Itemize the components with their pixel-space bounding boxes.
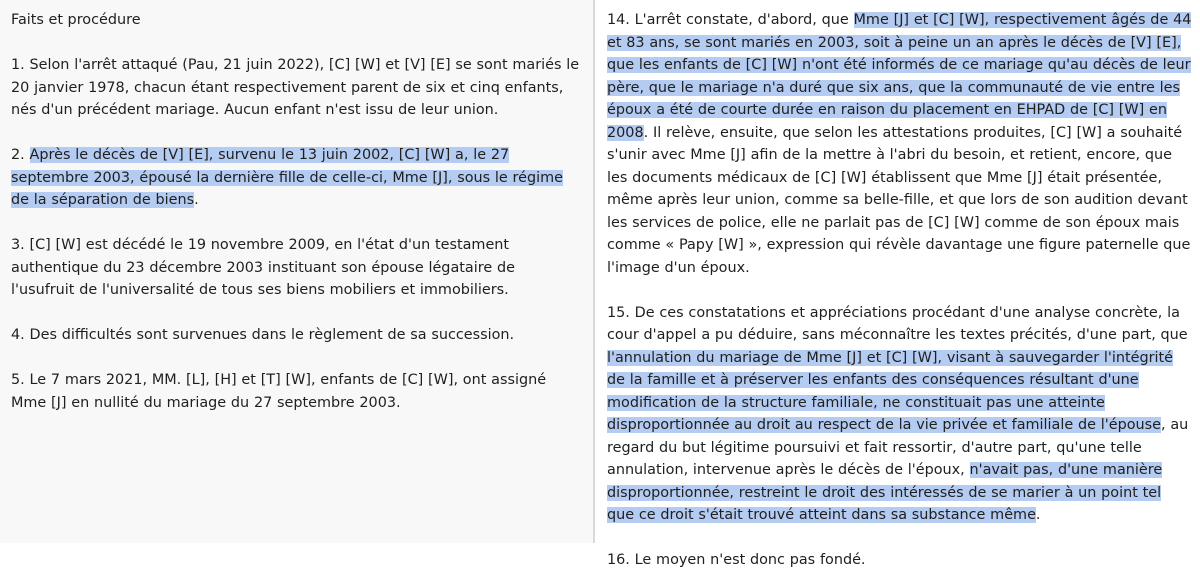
spacer	[11, 212, 583, 235]
paragraph-2	[11, 144, 583, 212]
paragraph-16: 16. Le moyen n'est donc pas fondé.	[607, 552, 866, 568]
paragraph-15-end: .	[1035, 507, 1041, 523]
highlighted-text[interactable]: Après le décès de [V] [E], survenu le 13 juin 2002, [C] [W] a, le 27 septembre 2003, épousé la dernière fille de celle-ci, Mme [J], sous le régime de la séparation de biens	[11, 147, 563, 208]
spacer	[607, 279, 1192, 302]
paragraph-2-end: .	[194, 192, 199, 208]
spacer	[11, 347, 583, 370]
paragraph-15	[607, 302, 1192, 527]
paragraph-15-start: 15. De ces constatations et appréciations procédant d'une analyse concrète, la cour d'appel a pu déduire, sans méconnaître les textes précités, d'une part, que	[607, 304, 1188, 343]
section-heading: Faits et procédure	[11, 12, 141, 28]
highlighted-text[interactable]: Mme [J] et [C] [W], respectivement âgés de 44 et 83 ans, se sont mariés en 2003, soit à peine un an après le décès de [V] [E], que les enfants de [C] [W] n'ont été informés de ce mariage qu'au décès de leur père, que le mariage n'a duré que six ans, que la communauté de vie entre les époux a été de courte durée en raison du placement en EHPAD de [C] [W] en 2008	[607, 12, 1192, 141]
paragraph-3: 3. [C] [W] est décédé le 19 novembre 2009, en l'état d'un testament authentique du 23 décembre 2003 instituant son épouse légataire de l'usufruit de l'universalité de tous ses biens mobiliers et immobiliers.	[11, 237, 515, 298]
right-column	[595, 0, 1200, 568]
highlighted-text[interactable]: n'avait pas, d'une manière disproportionnée, restreint le droit des intéressés de se marier à un point tel que ce droit s'était trouvé atteint dans sa substance même	[607, 462, 1163, 523]
paragraph-14-rest: . Il relève, ensuite, que selon les attestations produites, [C] [W] a souhaité s'unir avec Mme [J] afin de la mettre à l'abri du besoin, et retient, encore, que les documents médicaux de [C] [W] établissent que Mme [J] était présentée, même après leur union, comme sa belle-fille, et que lors de son audition devant les services de police, elle ne parlait pas de [C] [W] comme de son époux mais comme « Papy [W] », expression qui révèle davantage une figure paternelle que l'image d'un époux.	[607, 124, 1191, 276]
paragraph-4: 4. Des difficultés sont survenues dans le règlement de sa succession.	[11, 327, 515, 343]
spacer	[11, 302, 583, 325]
left-column	[0, 0, 593, 543]
paragraph-2-number: 2.	[11, 147, 30, 163]
paragraph-5: 5. Le 7 mars 2021, MM. [L], [H] et [T] [W], enfants de [C] [W], ont assigné Mme [J] en nullité du mariage du 27 septembre 2003.	[11, 372, 547, 411]
spacer	[607, 527, 1192, 550]
spacer	[11, 32, 583, 55]
spacer	[11, 122, 583, 145]
highlighted-text[interactable]: l'annulation du mariage de Mme [J] et [C] [W], visant à sauvegarder l'intégrité de la famille et à préserver les enfants des conséquences résultant d'une modification de la structure familiale, ne constituait pas une atteinte disproportionnée au droit au respect de la vie privée et familiale de l'épouse	[607, 349, 1174, 433]
paragraph-15-middle: , au regard du but légitime poursuivi et fait ressortir, d'autre part, qu'une telle annulation, intervenue après le décès de l'époux,	[607, 417, 1189, 478]
paragraph-1: 1. Selon l'arrêt attaqué (Pau, 21 juin 2022), [C] [W] et [V] [E] se sont mariés le 20 janvier 1978, chacun étant respectivement parent de six et cinq enfants, nés d'un précédent mariage. Aucun enfant n'est issu de leur union.	[11, 57, 580, 118]
paragraph-14-start: 14. L'arrêt constate, d'abord, que	[607, 12, 854, 28]
paragraph-14	[607, 9, 1192, 279]
